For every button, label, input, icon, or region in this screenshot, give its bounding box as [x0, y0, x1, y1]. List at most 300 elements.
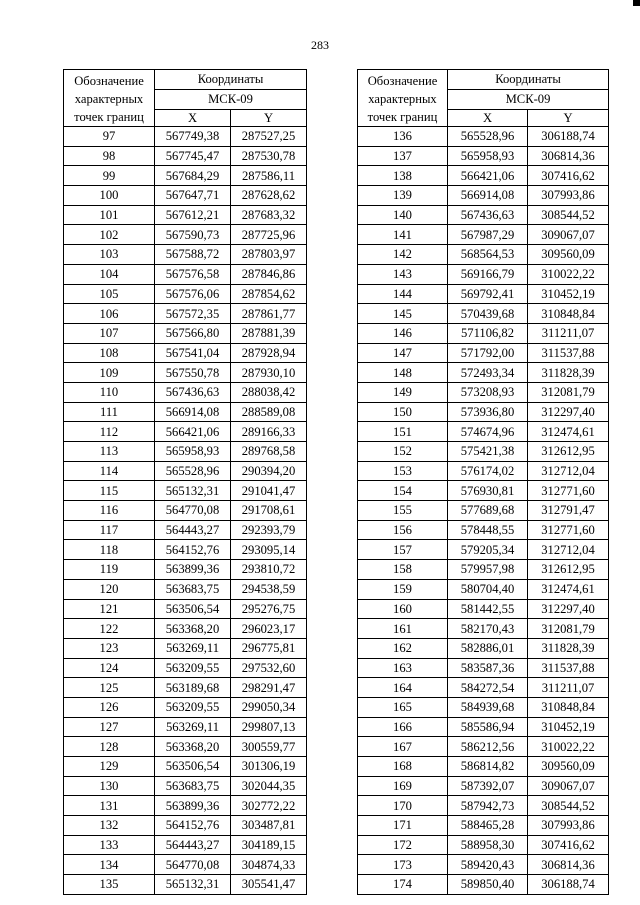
x-coordinate: 584272,54 — [448, 678, 528, 698]
y-coordinate: 303487,81 — [231, 816, 307, 836]
point-number: 111 — [64, 402, 155, 422]
x-coordinate: 564152,76 — [155, 816, 231, 836]
table-row — [358, 402, 609, 422]
point-number: 172 — [358, 835, 448, 855]
table-row — [358, 323, 609, 343]
y-coordinate: 312081,79 — [528, 619, 609, 639]
x-coordinate: 571106,82 — [448, 323, 528, 343]
y-coordinate: 287854,62 — [231, 284, 307, 304]
table-row — [64, 461, 307, 481]
point-number: 162 — [358, 638, 448, 658]
y-coordinate: 307993,86 — [528, 816, 609, 836]
point-number: 146 — [358, 323, 448, 343]
table-row — [64, 343, 307, 363]
point-number: 144 — [358, 284, 448, 304]
x-coordinate: 565528,96 — [155, 461, 231, 481]
table-row — [358, 658, 609, 678]
x-coordinate: 567590,73 — [155, 225, 231, 245]
x-coordinate: 589850,40 — [448, 875, 528, 895]
point-number: 158 — [358, 560, 448, 580]
x-coordinate: 569792,41 — [448, 284, 528, 304]
y-coordinate: 290394,20 — [231, 461, 307, 481]
x-coordinate: 577689,68 — [448, 501, 528, 521]
point-number: 143 — [358, 264, 448, 284]
point-number: 169 — [358, 776, 448, 796]
y-coordinate: 291708,61 — [231, 501, 307, 521]
table-row — [64, 402, 307, 422]
x-coordinate: 576174,02 — [448, 461, 528, 481]
y-coordinate: 287928,94 — [231, 343, 307, 363]
y-coordinate: 298291,47 — [231, 678, 307, 698]
designation-header — [64, 70, 155, 127]
point-number: 103 — [64, 245, 155, 265]
table-row — [64, 422, 307, 442]
x-coordinate: 588958,30 — [448, 835, 528, 855]
table-row — [64, 205, 307, 225]
point-number: 137 — [358, 146, 448, 166]
x-coordinate: 563269,11 — [155, 638, 231, 658]
x-coordinate: 589420,43 — [448, 855, 528, 875]
y-coordinate: 307416,62 — [528, 835, 609, 855]
y-coordinate: 310848,84 — [528, 697, 609, 717]
point-number: 141 — [358, 225, 448, 245]
y-coordinate: 292393,79 — [231, 520, 307, 540]
y-coordinate: 294538,59 — [231, 579, 307, 599]
x-coordinate: 571792,00 — [448, 343, 528, 363]
y-coordinate: 301306,19 — [231, 757, 307, 777]
point-number: 171 — [358, 816, 448, 836]
designation-header-line: Обозначение — [74, 74, 144, 88]
x-coordinate: 581442,55 — [448, 599, 528, 619]
y-coordinate: 310452,19 — [528, 284, 609, 304]
y-coordinate: 287586,11 — [231, 166, 307, 186]
point-number: 107 — [64, 323, 155, 343]
x-coordinate: 565132,31 — [155, 875, 231, 895]
coordinates-header: Координаты — [155, 70, 307, 90]
point-number: 109 — [64, 363, 155, 383]
table-row — [64, 697, 307, 717]
designation-header — [358, 70, 448, 127]
y-coordinate: 312297,40 — [528, 402, 609, 422]
point-number: 164 — [358, 678, 448, 698]
point-number: 145 — [358, 304, 448, 324]
point-number: 136 — [358, 127, 448, 147]
point-number: 142 — [358, 245, 448, 265]
x-coordinate: 579957,98 — [448, 560, 528, 580]
table-row — [358, 127, 609, 147]
point-number: 138 — [358, 166, 448, 186]
table-row — [64, 304, 307, 324]
table-row — [358, 520, 609, 540]
y-coordinate: 311537,88 — [528, 343, 609, 363]
designation-header-line: точек границ — [367, 110, 438, 124]
table-row — [64, 501, 307, 521]
y-coordinate: 304189,15 — [231, 835, 307, 855]
x-coordinate: 565958,93 — [155, 442, 231, 462]
point-number: 152 — [358, 442, 448, 462]
table-row — [64, 166, 307, 186]
table-row — [64, 560, 307, 580]
x-coordinate: 567588,72 — [155, 245, 231, 265]
y-coordinate: 312712,04 — [528, 540, 609, 560]
table-row — [64, 264, 307, 284]
table-row — [358, 382, 609, 402]
point-number: 97 — [64, 127, 155, 147]
point-number: 129 — [64, 757, 155, 777]
x-coordinate: 574674,96 — [448, 422, 528, 442]
x-coordinate: 585586,94 — [448, 717, 528, 737]
x-coordinate: 576930,81 — [448, 481, 528, 501]
y-coordinate: 287725,96 — [231, 225, 307, 245]
point-number: 163 — [358, 658, 448, 678]
table-row — [358, 678, 609, 698]
table-row — [358, 717, 609, 737]
point-number: 102 — [64, 225, 155, 245]
x-column-header: X — [448, 110, 528, 127]
point-number: 124 — [64, 658, 155, 678]
x-coordinate: 586212,56 — [448, 737, 528, 757]
y-coordinate: 306188,74 — [528, 875, 609, 895]
table-row — [64, 678, 307, 698]
x-coordinate: 563683,75 — [155, 579, 231, 599]
table-row — [64, 835, 307, 855]
point-number: 147 — [358, 343, 448, 363]
table-row — [64, 658, 307, 678]
table-row — [64, 855, 307, 875]
y-coordinate: 312474,61 — [528, 579, 609, 599]
table-row — [358, 757, 609, 777]
y-coordinate: 299807,13 — [231, 717, 307, 737]
point-number: 159 — [358, 579, 448, 599]
scan-corner-mark — [633, 0, 640, 6]
x-coordinate: 563189,68 — [155, 678, 231, 698]
x-coordinate: 564770,08 — [155, 855, 231, 875]
table-row — [64, 757, 307, 777]
x-coordinate: 563269,11 — [155, 717, 231, 737]
x-coordinate: 567745,47 — [155, 146, 231, 166]
table-row — [358, 284, 609, 304]
x-coordinate: 567749,38 — [155, 127, 231, 147]
x-coordinate: 579205,34 — [448, 540, 528, 560]
table-row — [358, 264, 609, 284]
point-number: 133 — [64, 835, 155, 855]
point-number: 135 — [64, 875, 155, 895]
table-row — [64, 875, 307, 895]
point-number: 121 — [64, 599, 155, 619]
x-coordinate: 566421,06 — [155, 422, 231, 442]
y-coordinate: 312712,04 — [528, 461, 609, 481]
table-row — [358, 343, 609, 363]
point-number: 106 — [64, 304, 155, 324]
point-number: 170 — [358, 796, 448, 816]
x-coordinate: 563683,75 — [155, 776, 231, 796]
point-number: 165 — [358, 697, 448, 717]
point-number: 148 — [358, 363, 448, 383]
table-row — [64, 717, 307, 737]
x-coordinate: 573208,93 — [448, 382, 528, 402]
point-number: 120 — [64, 579, 155, 599]
table-row — [64, 127, 307, 147]
y-coordinate: 310022,22 — [528, 737, 609, 757]
table-row — [358, 225, 609, 245]
point-number: 156 — [358, 520, 448, 540]
x-coordinate: 565132,31 — [155, 481, 231, 501]
x-coordinate: 563209,55 — [155, 658, 231, 678]
x-coordinate: 572493,34 — [448, 363, 528, 383]
x-coordinate: 584939,68 — [448, 697, 528, 717]
table-row — [358, 599, 609, 619]
y-coordinate: 306814,36 — [528, 855, 609, 875]
x-coordinate: 567436,63 — [448, 205, 528, 225]
y-coordinate: 297532,60 — [231, 658, 307, 678]
point-number: 132 — [64, 816, 155, 836]
y-coordinate: 312474,61 — [528, 422, 609, 442]
x-coordinate: 563506,54 — [155, 757, 231, 777]
x-coordinate: 564152,76 — [155, 540, 231, 560]
y-coordinate: 312771,60 — [528, 481, 609, 501]
y-coordinate: 308544,52 — [528, 205, 609, 225]
y-coordinate: 310022,22 — [528, 264, 609, 284]
y-coordinate: 312771,60 — [528, 520, 609, 540]
designation-header-line: характерных — [368, 92, 437, 106]
table-row — [64, 363, 307, 383]
point-number: 157 — [358, 540, 448, 560]
y-coordinate: 312791,47 — [528, 501, 609, 521]
point-number: 118 — [64, 540, 155, 560]
x-coordinate: 567550,78 — [155, 363, 231, 383]
table-row — [358, 245, 609, 265]
table-row — [358, 422, 609, 442]
y-coordinate: 287930,10 — [231, 363, 307, 383]
point-number: 128 — [64, 737, 155, 757]
y-coordinate: 296023,17 — [231, 619, 307, 639]
point-number: 114 — [64, 461, 155, 481]
table-row — [358, 363, 609, 383]
table-row — [358, 442, 609, 462]
table-row — [64, 442, 307, 462]
x-coordinate: 563368,20 — [155, 737, 231, 757]
table-row — [358, 796, 609, 816]
point-number: 112 — [64, 422, 155, 442]
y-coordinate: 295276,75 — [231, 599, 307, 619]
y-coordinate: 309560,09 — [528, 757, 609, 777]
table-row — [358, 835, 609, 855]
point-number: 154 — [358, 481, 448, 501]
y-coordinate: 312612,95 — [528, 560, 609, 580]
table-row — [358, 166, 609, 186]
point-number: 125 — [64, 678, 155, 698]
y-coordinate: 312297,40 — [528, 599, 609, 619]
x-coordinate: 567576,58 — [155, 264, 231, 284]
point-number: 131 — [64, 796, 155, 816]
y-column-header: Y — [528, 110, 609, 127]
table-row — [64, 284, 307, 304]
y-coordinate: 287683,32 — [231, 205, 307, 225]
designation-header-line: точек границ — [74, 110, 144, 124]
x-coordinate: 567647,71 — [155, 186, 231, 206]
table-row — [64, 186, 307, 206]
y-coordinate: 299050,34 — [231, 697, 307, 717]
designation-header-line: характерных — [74, 92, 144, 106]
table-row — [358, 776, 609, 796]
table-row — [64, 323, 307, 343]
table-row — [64, 579, 307, 599]
table-row — [64, 737, 307, 757]
y-coordinate: 307416,62 — [528, 166, 609, 186]
x-coordinate: 580704,40 — [448, 579, 528, 599]
x-coordinate: 567566,80 — [155, 323, 231, 343]
x-coordinate: 567541,04 — [155, 343, 231, 363]
table-row — [358, 501, 609, 521]
point-number: 98 — [64, 146, 155, 166]
table-row — [64, 481, 307, 501]
point-number: 122 — [64, 619, 155, 639]
point-number: 140 — [358, 205, 448, 225]
y-coordinate: 293095,14 — [231, 540, 307, 560]
table-row — [358, 461, 609, 481]
x-coordinate: 588465,28 — [448, 816, 528, 836]
x-coordinate: 567576,06 — [155, 284, 231, 304]
x-coordinate: 582170,43 — [448, 619, 528, 639]
y-coordinate: 311211,07 — [528, 323, 609, 343]
point-number: 134 — [64, 855, 155, 875]
y-coordinate: 308544,52 — [528, 796, 609, 816]
table-row — [358, 540, 609, 560]
point-number: 104 — [64, 264, 155, 284]
table-row — [358, 205, 609, 225]
y-column-header: Y — [231, 110, 307, 127]
x-coordinate: 564770,08 — [155, 501, 231, 521]
y-coordinate: 304874,33 — [231, 855, 307, 875]
y-coordinate: 288589,08 — [231, 402, 307, 422]
table-row — [64, 816, 307, 836]
point-number: 123 — [64, 638, 155, 658]
table-row — [358, 638, 609, 658]
x-coordinate: 565528,96 — [448, 127, 528, 147]
table-row — [358, 186, 609, 206]
table-row — [358, 875, 609, 895]
x-coordinate: 568564,53 — [448, 245, 528, 265]
y-coordinate: 310848,84 — [528, 304, 609, 324]
x-column-header: X — [155, 110, 231, 127]
point-number: 127 — [64, 717, 155, 737]
x-coordinate: 563899,36 — [155, 796, 231, 816]
y-coordinate: 287527,25 — [231, 127, 307, 147]
x-coordinate: 566421,06 — [448, 166, 528, 186]
y-coordinate: 305541,47 — [231, 875, 307, 895]
coordinate-system-header: МСК-09 — [155, 90, 307, 110]
table-row — [64, 382, 307, 402]
coordinates-table-left — [63, 69, 307, 895]
point-number: 155 — [358, 501, 448, 521]
point-number: 160 — [358, 599, 448, 619]
point-number: 105 — [64, 284, 155, 304]
x-coordinate: 567572,35 — [155, 304, 231, 324]
x-coordinate: 566914,08 — [448, 186, 528, 206]
y-coordinate: 287803,97 — [231, 245, 307, 265]
y-coordinate: 287628,62 — [231, 186, 307, 206]
point-number: 101 — [64, 205, 155, 225]
x-coordinate: 564443,27 — [155, 835, 231, 855]
table-row — [358, 737, 609, 757]
point-number: 167 — [358, 737, 448, 757]
y-coordinate: 306188,74 — [528, 127, 609, 147]
y-coordinate: 312612,95 — [528, 442, 609, 462]
designation-header-line: Обозначение — [367, 74, 438, 88]
table-row — [64, 638, 307, 658]
point-number: 151 — [358, 422, 448, 442]
y-coordinate: 307993,86 — [528, 186, 609, 206]
y-coordinate: 302772,22 — [231, 796, 307, 816]
coordinates-header: Координаты — [448, 70, 609, 90]
table-row — [64, 619, 307, 639]
page-number: 283 — [311, 38, 329, 52]
table-row — [358, 579, 609, 599]
y-coordinate: 287881,39 — [231, 323, 307, 343]
point-number: 130 — [64, 776, 155, 796]
point-number: 168 — [358, 757, 448, 777]
y-coordinate: 309560,09 — [528, 245, 609, 265]
y-coordinate: 311828,39 — [528, 638, 609, 658]
table-row — [358, 146, 609, 166]
point-number: 173 — [358, 855, 448, 875]
point-number: 139 — [358, 186, 448, 206]
x-coordinate: 567684,29 — [155, 166, 231, 186]
x-coordinate: 575421,38 — [448, 442, 528, 462]
y-coordinate: 293810,72 — [231, 560, 307, 580]
point-number: 113 — [64, 442, 155, 462]
x-coordinate: 583587,36 — [448, 658, 528, 678]
x-coordinate: 578448,55 — [448, 520, 528, 540]
table-row — [64, 540, 307, 560]
y-coordinate: 289768,58 — [231, 442, 307, 462]
x-coordinate: 566914,08 — [155, 402, 231, 422]
y-coordinate: 289166,33 — [231, 422, 307, 442]
point-number: 153 — [358, 461, 448, 481]
table-row — [358, 619, 609, 639]
point-number: 150 — [358, 402, 448, 422]
table-row — [64, 796, 307, 816]
y-coordinate: 287530,78 — [231, 146, 307, 166]
y-coordinate: 287861,77 — [231, 304, 307, 324]
y-coordinate: 306814,36 — [528, 146, 609, 166]
y-coordinate: 296775,81 — [231, 638, 307, 658]
point-number: 161 — [358, 619, 448, 639]
table-row — [64, 520, 307, 540]
point-number: 126 — [64, 697, 155, 717]
point-number: 115 — [64, 481, 155, 501]
x-coordinate: 570439,68 — [448, 304, 528, 324]
table-row — [358, 481, 609, 501]
x-coordinate: 567987,29 — [448, 225, 528, 245]
x-coordinate: 563506,54 — [155, 599, 231, 619]
table-row — [64, 599, 307, 619]
coordinate-system-header: МСК-09 — [448, 90, 609, 110]
x-coordinate: 587942,73 — [448, 796, 528, 816]
y-coordinate: 291041,47 — [231, 481, 307, 501]
point-number: 110 — [64, 382, 155, 402]
x-coordinate: 587392,07 — [448, 776, 528, 796]
y-coordinate: 311211,07 — [528, 678, 609, 698]
y-coordinate: 311828,39 — [528, 363, 609, 383]
point-number: 117 — [64, 520, 155, 540]
coordinates-table-right — [357, 69, 609, 895]
point-number: 100 — [64, 186, 155, 206]
x-coordinate: 582886,01 — [448, 638, 528, 658]
y-coordinate: 302044,35 — [231, 776, 307, 796]
point-number: 99 — [64, 166, 155, 186]
point-number: 166 — [358, 717, 448, 737]
